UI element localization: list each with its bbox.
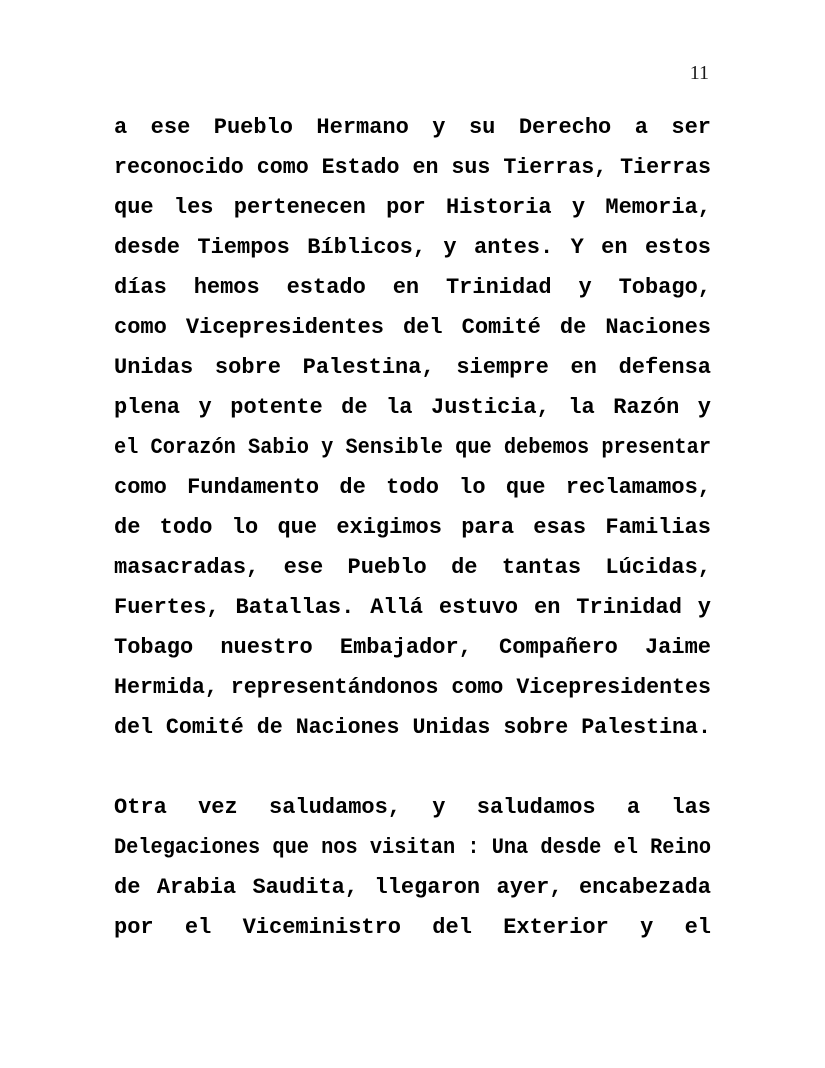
text-line <box>114 428 711 468</box>
text-line-content: el Corazón Sabio y Sensible que debemos presentar <box>114 435 711 460</box>
document-body <box>114 108 711 948</box>
text-line-content: Fuertes, Batallas. Allá estuvo en Trinidad y <box>114 595 711 620</box>
text-line-content: reconocido como Estado en sus Tierras, Tierras <box>114 155 711 180</box>
text-line-content: por el Viceministro del Exterior y el <box>114 915 711 940</box>
text-line-content: Otra vez saludamos, y saludamos a las <box>114 795 711 820</box>
text-line <box>114 628 711 668</box>
text-line-content: de Arabia Saudita, llegaron ayer, encabezada <box>114 875 711 900</box>
text-line <box>114 228 711 268</box>
text-line-content: que les pertenecen por Historia y Memoria, <box>114 195 711 220</box>
text-line-content: Delegaciones que nos visitan : Una desde el Reino <box>114 835 711 860</box>
text-line <box>114 508 711 548</box>
text-line-content: días hemos estado en Trinidad y Tobago, <box>114 275 711 300</box>
text-line-content: como Fundamento de todo lo que reclamamos, <box>114 475 711 500</box>
text-line-content: desde Tiempos Bíblicos, y antes. Y en estos <box>114 235 711 260</box>
paragraph <box>114 788 711 948</box>
text-line-content: a ese Pueblo Hermano y su Derecho a ser <box>114 115 711 140</box>
text-line <box>114 588 711 628</box>
text-line-content: Hermida, representándonos como Vicepresidentes <box>114 675 711 700</box>
page-number: 11 <box>689 62 709 84</box>
text-line <box>114 348 711 388</box>
text-line-content: de todo lo que exigimos para esas Familias <box>114 515 711 540</box>
text-line-content: masacradas, ese Pueblo de tantas Lúcidas, <box>114 555 711 580</box>
text-line <box>114 908 711 948</box>
text-line-content: como Vicepresidentes del Comité de Naciones <box>114 315 711 340</box>
text-line-content: del Comité de Naciones Unidas sobre Palestina. <box>114 715 711 740</box>
text-line-content: plena y potente de la Justicia, la Razón y <box>114 395 711 420</box>
text-line <box>114 828 711 868</box>
text-line <box>114 788 711 828</box>
text-line <box>114 108 711 148</box>
text-line <box>114 468 711 508</box>
text-line <box>114 868 711 908</box>
paragraph <box>114 108 711 748</box>
text-line <box>114 308 711 348</box>
text-line-content: Tobago nuestro Embajador, Compañero Jaime <box>114 635 711 660</box>
text-line <box>114 548 711 588</box>
text-line <box>114 268 711 308</box>
text-line <box>114 708 711 748</box>
text-line <box>114 148 711 188</box>
text-line <box>114 388 711 428</box>
text-line-content: Unidas sobre Palestina, siempre en defensa <box>114 355 711 380</box>
text-line <box>114 188 711 228</box>
text-line <box>114 668 711 708</box>
